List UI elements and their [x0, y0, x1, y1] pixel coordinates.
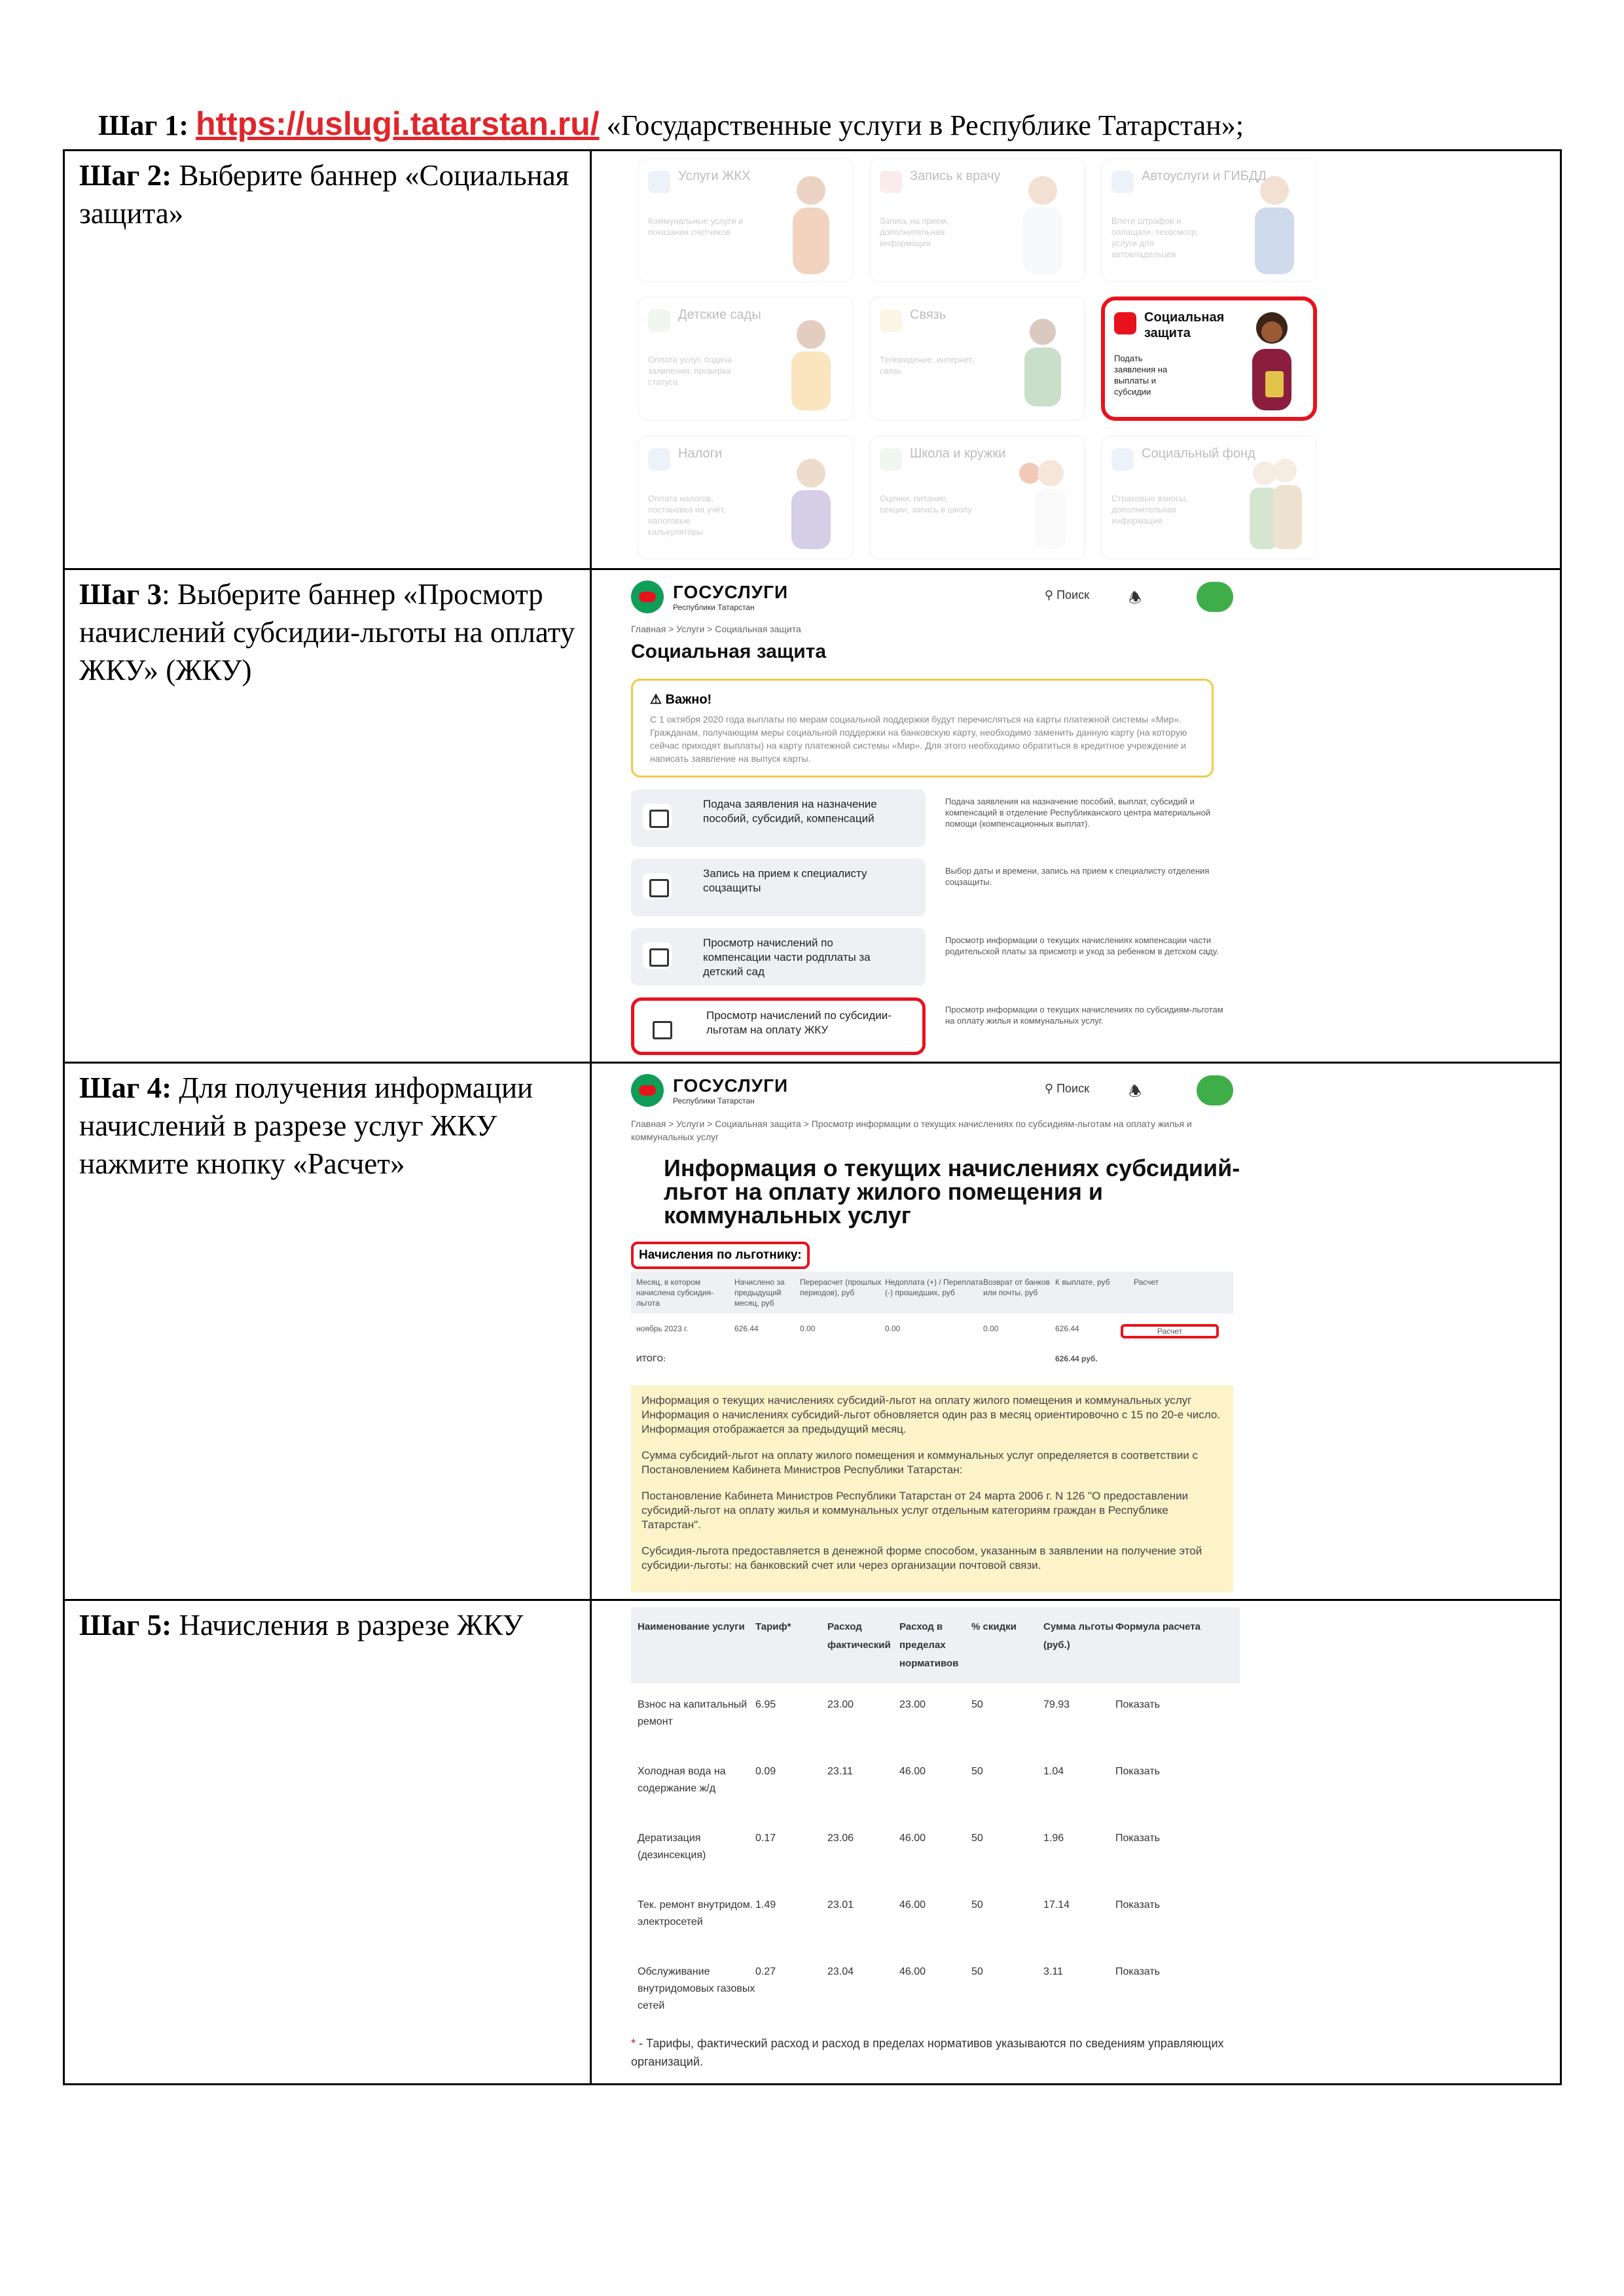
step-2-cell: Шаг 2: Выберите баннер «Социальная защита» [64, 151, 591, 569]
bell-icon[interactable]: 🕭 [1128, 1083, 1142, 1100]
service-card-kindergarten[interactable]: Просмотр начислений по компенсации части родплаты за детский сад [631, 928, 926, 986]
search-icon: ⚲ [1044, 588, 1054, 601]
service-tiles [631, 158, 1521, 560]
document-icon [643, 804, 672, 830]
calculation-table [631, 1607, 1240, 2071]
step-row-4 [64, 1063, 1561, 1600]
doctor-illustration [1010, 170, 1072, 274]
horse-icon [648, 310, 670, 332]
page-title: Информация о текущих начислениях субсидиий-льгот на оплату жилого помещения и коммунальных услуг [664, 1155, 1240, 1229]
payment-icon [643, 942, 672, 969]
table-row: Тек. ремонт внутридом. электросетей 1.49 23.01 46.00 50 17.14 Показать [631, 1884, 1240, 1950]
show-formula-link[interactable]: Показать [1115, 1699, 1161, 1710]
tile-social-protection[interactable]: Социальная защита Подать заявления на выплаты и субсидии [1101, 296, 1317, 421]
social-protection-icon [1114, 312, 1136, 334]
accruals-table [631, 1272, 1233, 1369]
portal-header: ГОСУСЛУГИ Республики Татарстан ⚲ Поиск 🕭 [631, 1070, 1246, 1111]
calculator-icon [648, 448, 670, 471]
table-header: Наименование услуги Тариф* Расход фактический Расход в пределах нормативов % скидки Сумма льготы (руб.) Формула расчета [631, 1607, 1240, 1683]
car-icon [1111, 171, 1134, 193]
show-formula-link[interactable]: Показать [1115, 1899, 1161, 1910]
portal-header: ГОСУСЛУГИ Республики Татарстан ⚲ Поиск 🕭 [631, 577, 1246, 617]
footnote: * - Тарифы, фактический расход и расход в пределах нормативов указываются по сведениям управляющих организаций. [631, 2037, 1224, 2068]
tile-social-fund[interactable]: Социальный фонд Страховые взносы, дополнительная информация [1101, 435, 1317, 560]
breadcrumb: Главная > Услуги > Социальная защита [631, 624, 801, 634]
steps-table [63, 149, 1562, 2085]
person-illustration [778, 170, 840, 274]
calendar-icon [643, 873, 672, 899]
tile-communication[interactable]: Связь Телевидение, интернет, связь [869, 296, 1085, 421]
info-icon: ⚠ [650, 692, 662, 707]
gosuslugi-logo-icon [631, 581, 664, 613]
stethoscope-icon [880, 171, 902, 193]
tile-kindergarten[interactable]: Детские сады Оплата услуг, подача заявления, проверка статуса [638, 296, 854, 421]
home-icon [648, 171, 670, 193]
table-row: ноябрь 2023 г. 626.44 0.00 0.00 0.00 626.44 Расчет [631, 1314, 1233, 1349]
wifi-icon [880, 310, 902, 332]
step-4-screenshot [591, 1063, 1561, 1600]
tile-doctor[interactable]: Запись к врачу Запись на прием, дополнительная информация [869, 158, 1085, 282]
tile-school[interactable]: Школа и кружки Оценки, питание, секции, запись в школу [869, 435, 1085, 560]
student-illustration [1010, 447, 1072, 552]
step-row-5 [64, 1600, 1561, 2085]
service-card-application[interactable]: Подача заявления на назначение пособий, субсидий, компенсаций [631, 789, 926, 847]
tile-taxes[interactable]: Налоги Оплата налогов, постановка на учёт, налоговые калькуляторы [638, 435, 854, 560]
service-row: Запись на прием к специалисту соцзащиты Выбор даты и времени, запись на прием к специалисту отделения соцзащиты. [631, 859, 1246, 916]
table-row: Дератизация (дезинсекция) 0.17 23.06 46.00 50 1.96 Показать [631, 1817, 1240, 1884]
table-row: Взнос на капитальный ремонт 6.95 23.00 23.00 50 79.93 Показать [631, 1683, 1240, 1750]
info-note: Информация о текущих начислениях субсидий-льгот на оплату жилого помещения и коммунальных услуг Информация о начислениях субсидий-льгот обновляется один раз в месяц ориентировочно с 15 по 20-е число. Информация отображается за предыдущий месяц. Сумма субсидий-льгот на оплату жилого помещения и коммунальных услуг определяется в соответствии с Постановлением Кабинета Министров Республики Татарстан: Постановление Кабинета Министров Республики Татарстан от 24 марта 2006 г. N 126 "О предоставлении субсидий-льгот на оплату жилья и коммунальных услуг отдельным категориям граждан в Республике Татарстан". Субсидия-льгота предоставляется в денежной форме способом, указанным в заявлении на получение этой субсидии-льготы: на банковский счет или через организации почтовой связи. [631, 1386, 1233, 1592]
avatar[interactable] [1197, 1075, 1233, 1105]
search-button[interactable]: ⚲ Поиск [1044, 588, 1089, 601]
elderly-couple-illustration [1242, 447, 1304, 552]
step-3-cell: Шаг 3: Выберите баннер «Просмотр начислений субсидии-льготы на оплату ЖКУ» (ЖКУ) [64, 569, 591, 1063]
step-row-2 [64, 151, 1561, 569]
table-row: Обслуживание внутридомовых газовых сетей 0.27 23.04 46.00 50 3.11 Показать [631, 1950, 1240, 2028]
calculate-button[interactable]: Расчет [1121, 1324, 1219, 1338]
search-icon: ⚲ [1044, 1082, 1054, 1095]
woman-illustration [1239, 306, 1301, 410]
step-5-cell: Шаг 5: Начисления в разрезе ЖКУ [64, 1600, 591, 2085]
tile-zhkh[interactable]: Услуги ЖКХ Коммунальные услуги и показания счетчиков [638, 158, 854, 282]
step-4-cell: Шаг 4: Для получения информации начислений в разрезе услуг ЖКУ нажмите кнопку «Расчет» [64, 1063, 591, 1600]
service-row: Подача заявления на назначение пособий, субсидий, компенсаций Подача заявления на назначение пособий, выплат, субсидий и компенсаций в отделение Республиканского центра материальной помощи (компенсационных выплат). [631, 789, 1246, 847]
page-title: Социальная защита [631, 641, 827, 662]
backpack-icon [880, 448, 902, 471]
service-row: Просмотр начислений по компенсации части родплаты за детский сад Просмотр информации о текущих начислениях компенсации части родительской платы за присмотр и уход за ребенком в детском саду. [631, 928, 1246, 986]
search-button[interactable]: ⚲ Поиск [1044, 1082, 1089, 1095]
show-formula-link[interactable]: Показать [1115, 1766, 1161, 1777]
officer-illustration [1242, 170, 1304, 274]
step-1-text: «Государственные услуги в Республике Татарстан»; [599, 109, 1244, 141]
child-illustration [778, 308, 840, 413]
step-2-screenshot [591, 151, 1561, 569]
taxpayer-illustration [778, 447, 840, 552]
total-row: ИТОГО: 626.44 руб. [636, 1354, 1098, 1363]
gosuslugi-logo-icon [631, 1074, 664, 1107]
table-row: Холодная вода на содержание ж/д 0.09 23.11 46.00 50 1.04 Показать [631, 1750, 1240, 1817]
payment-search-icon [646, 1015, 675, 1041]
service-row-highlighted: Просмотр начислений по субсидии-льготам на оплату ЖКУ Просмотр информации о текущих начислениях по субсидиям-льготам на оплату жилья и коммунальных услуг. [631, 997, 1246, 1055]
bell-icon[interactable]: 🕭 [1128, 590, 1142, 606]
laptop-user-illustration [1010, 308, 1072, 413]
table-header: Месяц, в котором начислена субсидия-льгота Начислено за предыдущий месяц, руб Перерасчет (прошлых периодов), руб Недоплата (+) / Переплата (-) прошедших, руб Возврат от банков или почты, руб К выплате, руб Расчет [631, 1272, 1233, 1314]
step-1-line: Шаг 1: https://uslugi.tatarstan.ru/ «Государственные услуги в Республике Татарстан»; [98, 105, 1244, 142]
fund-icon [1111, 448, 1134, 471]
breadcrumb: Главная > Услуги > Социальная защита > Просмотр информации о текущих начислениях по субсидиям-льготам на оплату жилья и коммунальных услуг [631, 1119, 1192, 1142]
service-card-zhku[interactable]: Просмотр начислений по субсидии-льготам на оплату ЖКУ [631, 997, 926, 1055]
portal-link[interactable]: https://uslugi.tatarstan.ru/ [195, 105, 600, 142]
step-5-screenshot [591, 1600, 1561, 2085]
step-1-label: Шаг 1 [98, 109, 179, 141]
step-row-3 [64, 569, 1561, 1063]
show-formula-link[interactable]: Показать [1115, 1966, 1161, 1977]
important-notice: ⚠ Важно! С 1 октября 2020 года выплаты по мерам социальной поддержки будут перечисляться на карты платежной системы «Мир». Гражданам, получающим меры социальной поддержки на банковскую карту, необходимо заменить данную карту (на которую сейчас приходят выплаты) на карту платежной системы «Мир». Для этого необходимо обратиться в кредитное учреждение и написать заявление на выпуск карты. [631, 679, 1214, 778]
service-card-appointment[interactable]: Запись на прием к специалисту соцзащиты [631, 859, 926, 916]
portal-brand: ГОСУСЛУГИ [673, 582, 789, 602]
step-3-screenshot [591, 569, 1561, 1063]
avatar[interactable] [1197, 582, 1233, 612]
show-formula-link[interactable]: Показать [1115, 1833, 1161, 1844]
tile-auto[interactable]: Автоуслуги и ГИБДД Влети штрафов и оплащати, техосмотр, услуги для автовладельцев [1101, 158, 1317, 282]
beneficiary-accruals-heading: Начисления по льготнику: [631, 1242, 810, 1269]
